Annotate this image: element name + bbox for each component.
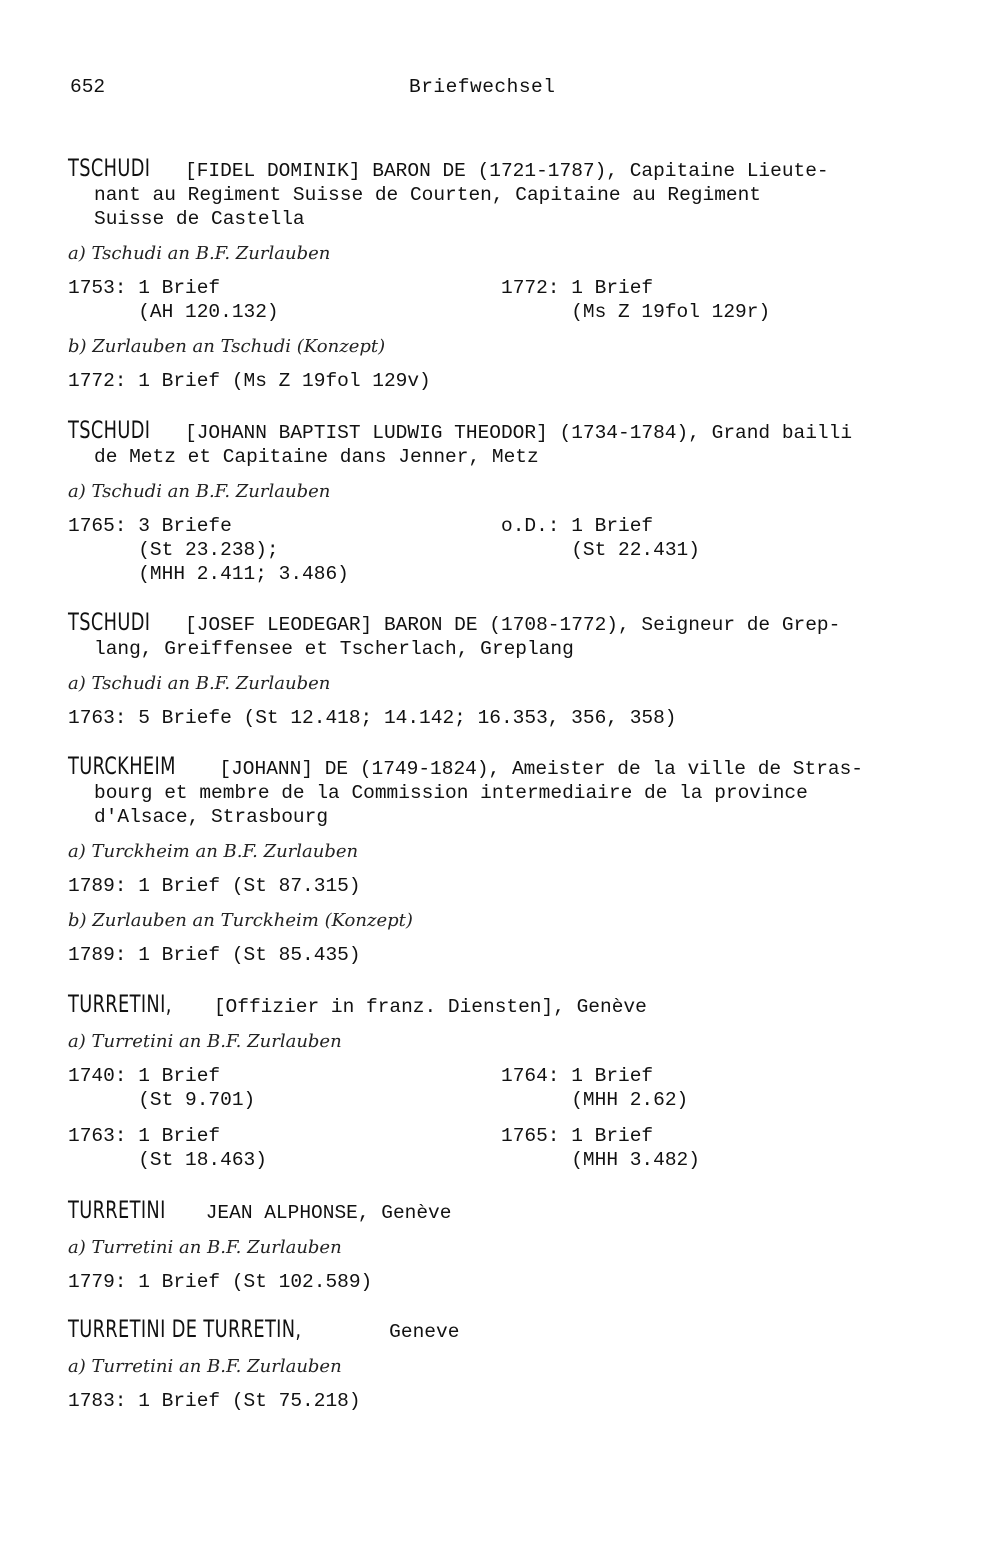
entry-name: TURRETINI,	[68, 990, 172, 1018]
entry-heading	[68, 156, 958, 231]
page-number: 652	[70, 76, 106, 98]
heading-line: [JOSEF LEODEGAR] BARON DE (1708-1772), Seigneur de Grep-	[173, 614, 841, 636]
letter-record: 1789: 1 Brief (St 87.315)	[68, 875, 361, 897]
letter-columns	[68, 276, 958, 324]
entry-turckheim	[68, 754, 958, 967]
letter-record: 1764: 1 Brief (MHH 2.62)	[501, 1065, 689, 1111]
heading-line: bourg et membre de la Commission intermediaire de la province	[94, 782, 808, 804]
subsection-label: b) Zurlauben an Turckheim (Konzept)	[68, 910, 413, 931]
letter-record: 1783: 1 Brief (St 75.218)	[68, 1390, 361, 1412]
heading-line: d'Alsace, Strasbourg	[94, 806, 329, 828]
entry-tschudi-johann	[68, 418, 958, 586]
letter-record: 1740: 1 Brief (St 9.701)	[68, 1065, 256, 1111]
letter-record: 1765: 3 Briefe (St 23.238); (MHH 2.411; 3.486)	[68, 515, 349, 585]
letter-record: 1763: 1 Brief (St 18.463)	[68, 1125, 267, 1171]
heading-line: JEAN ALPHONSE, Genève	[194, 1202, 452, 1224]
entry-tschudi-fidel	[68, 156, 958, 393]
entry-name: TURRETINI DE TURRETIN,	[68, 1315, 302, 1343]
subsection-label: a) Turretini an B.F. Zurlauben	[68, 1356, 342, 1377]
letter-record: 1779: 1 Brief (St 102.589)	[68, 1271, 373, 1293]
running-title: Briefwechsel	[409, 76, 556, 98]
subsection-label: b) Zurlauben an Tschudi (Konzept)	[68, 336, 386, 357]
entry-name: TURCKHEIM	[68, 752, 176, 780]
letter-record: 1765: 1 Brief (MHH 3.482)	[501, 1125, 700, 1171]
subsection-label: a) Tschudi an B.F. Zurlauben	[68, 243, 331, 264]
entry-turretini-jean	[68, 1198, 958, 1294]
entry-name: TSCHUDI	[68, 608, 151, 636]
heading-line: [JOHANN] DE (1749-1824), Ameister de la ville de Stras-	[207, 758, 864, 780]
heading-line: nant au Regiment Suisse de Courten, Capitaine au Regiment	[94, 184, 762, 206]
entry-turretini	[68, 992, 958, 1172]
entry-name: TURRETINI	[68, 1196, 166, 1224]
letter-record: o.D.: 1 Brief (St 22.431)	[501, 515, 700, 561]
heading-line: lang, Greiffensee et Tscherlach, Greplang	[94, 638, 574, 660]
subsection-label: a) Turretini an B.F. Zurlauben	[68, 1237, 342, 1258]
entry-name: TSCHUDI	[68, 416, 151, 444]
heading-line: [JOHANN BAPTIST LUDWIG THEODOR] (1734-1784), Grand bailli	[173, 422, 853, 444]
subsection-label: a) Turckheim an B.F. Zurlauben	[68, 841, 359, 862]
letter-record: 1753: 1 Brief (AH 120.132)	[68, 277, 279, 323]
entry-heading	[68, 992, 958, 1019]
letter-record: 1772: 1 Brief (Ms Z 19fol 129v)	[68, 370, 431, 392]
letter-record: 1763: 5 Briefe (St 12.418; 14.142; 16.353, 356, 358)	[68, 707, 677, 729]
entry-heading	[68, 1198, 958, 1225]
letter-columns	[68, 514, 958, 586]
heading-line: [FIDEL DOMINIK] BARON DE (1721-1787), Capitaine Lieute-	[173, 160, 829, 182]
entry-tschudi-josef	[68, 610, 958, 730]
entry-heading	[68, 610, 958, 661]
heading-line: Geneve	[377, 1321, 460, 1343]
heading-line: Suisse de Castella	[94, 208, 305, 230]
entry-heading	[68, 418, 958, 469]
entry-turretini-de-turretin	[68, 1317, 958, 1413]
entry-heading	[68, 754, 958, 829]
entry-name: TSCHUDI	[68, 154, 151, 182]
subsection-label: a) Tschudi an B.F. Zurlauben	[68, 481, 331, 502]
letter-columns	[68, 1124, 958, 1172]
heading-line: [Offizier in franz. Diensten], Genève	[202, 996, 647, 1018]
letter-record: 1789: 1 Brief (St 85.435)	[68, 944, 361, 966]
heading-line: de Metz et Capitaine dans Jenner, Metz	[94, 446, 539, 468]
entry-heading	[68, 1317, 958, 1344]
subsection-label: a) Turretini an B.F. Zurlauben	[68, 1031, 342, 1052]
letter-record: 1772: 1 Brief (Ms Z 19fol 129r)	[501, 277, 771, 323]
subsection-label: a) Tschudi an B.F. Zurlauben	[68, 673, 331, 694]
letter-columns	[68, 1064, 958, 1112]
